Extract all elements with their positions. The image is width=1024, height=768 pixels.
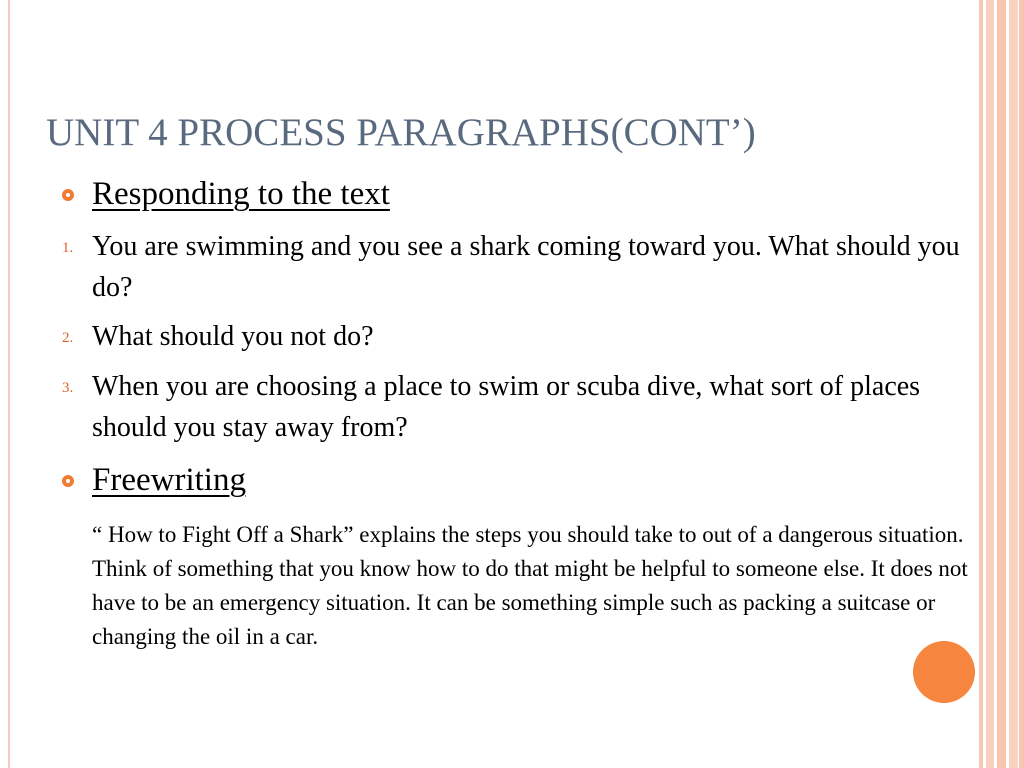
freewriting-paragraph: “ How to Fight Off a Shark” explains the steps you should take to out of a dangerous situation. Think of something that you know how to do that might be helpful to someone else. It does not have to be an emergency situation. It can be something simple such as packing a suitcase or changing the oil in a car.	[92, 522, 968, 649]
list-marker: 3.	[62, 380, 74, 396]
section-heading-row	[62, 462, 462, 502]
list-item	[62, 226, 982, 310]
bullet-ring-icon	[62, 189, 74, 201]
right-stripe	[1009, 0, 1018, 768]
left-border-line	[8, 0, 10, 768]
section-heading-row	[62, 176, 562, 216]
list-item-text: What should you not do?	[92, 321, 374, 352]
section-heading: Responding to the text	[92, 176, 390, 212]
right-stripe	[986, 0, 994, 768]
list-item-text: When you are choosing a place to swim or scuba dive, what sort of places should you stay away from?	[92, 371, 921, 443]
list-item	[62, 316, 982, 358]
slide-title: UNIT 4 PROCESS PARAGRAPHS(CONT’)	[46, 111, 756, 154]
list-marker: 2.	[62, 330, 74, 346]
bullet-ring-icon	[62, 475, 74, 487]
decorative-circle	[913, 641, 975, 703]
list-marker: 1.	[62, 240, 74, 256]
list-item	[62, 366, 982, 450]
right-stripe	[1019, 0, 1024, 768]
right-stripe	[997, 0, 1006, 768]
list-item-text: You are swimming and you see a shark coming toward you. What should you do?	[92, 231, 960, 303]
section-heading: Freewriting	[92, 462, 246, 498]
